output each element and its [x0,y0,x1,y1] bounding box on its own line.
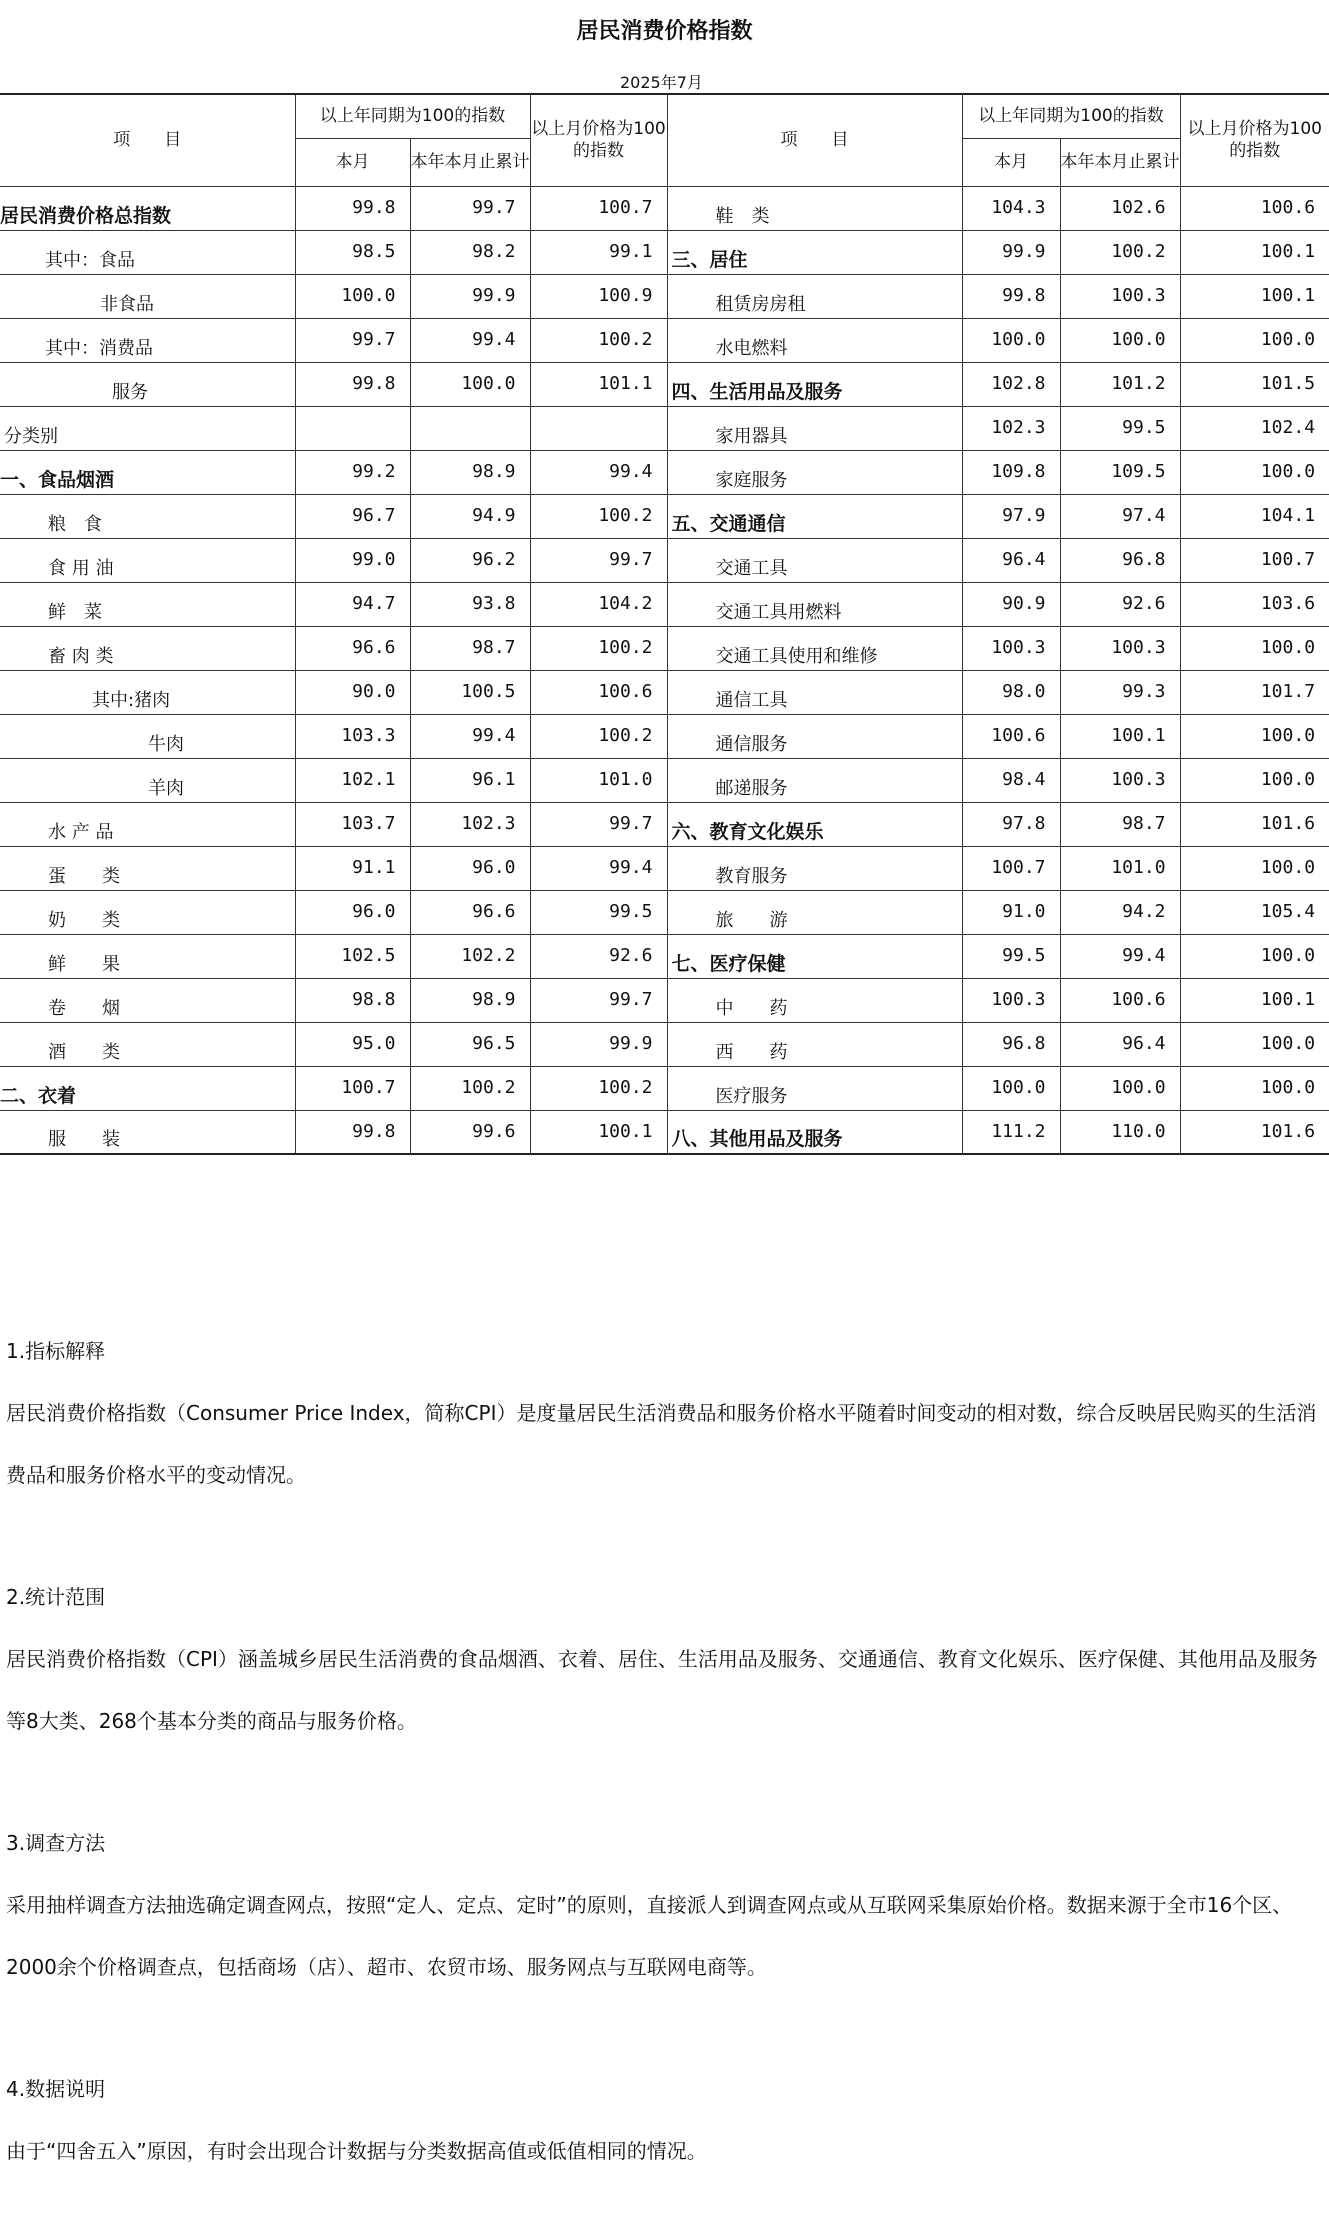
page-title: 居民消费价格指数 [576,18,753,44]
cumulative-value: 100.0 [1060,1066,1180,1110]
mom-value: 101.7 [1180,670,1329,714]
row-label: 食 用 油 [0,538,295,582]
header-cumulative-left: 本年本月止累计 [410,138,530,186]
mom-value: 100.6 [530,670,667,714]
current-value: 96.7 [295,494,410,538]
table-row [0,406,1329,450]
row-label: 教育服务 [667,846,962,890]
cumulative-value: 100.1 [1060,714,1180,758]
mom-value: 100.2 [530,318,667,362]
cumulative-value: 99.7 [410,186,530,230]
cumulative-value: 101.2 [1060,362,1180,406]
current-value: 100.0 [962,1066,1060,1110]
current-value: 104.3 [962,186,1060,230]
mom-value: 100.7 [1180,538,1329,582]
mom-value: 100.2 [530,1066,667,1110]
mom-value: 100.0 [1180,626,1329,670]
mom-value: 105.4 [1180,890,1329,934]
cumulative-value: 96.8 [1060,538,1180,582]
row-label: 旅 游 [667,890,962,934]
row-label: 家庭服务 [667,450,962,494]
current-value: 103.3 [295,714,410,758]
current-value: 90.0 [295,670,410,714]
table-row [0,670,1329,714]
cumulative-value: 102.2 [410,934,530,978]
row-label: 居民消费价格总指数 [0,186,295,230]
cumulative-value: 96.4 [1060,1022,1180,1066]
row-label: 交通工具用燃料 [667,582,962,626]
mom-value: 100.2 [530,714,667,758]
header-mom-right: 以上月价格为100的指数 [1180,94,1329,186]
mom-value: 100.0 [1180,1022,1329,1066]
table-row [0,714,1329,758]
cumulative-value: 100.0 [1060,318,1180,362]
mom-value: 104.1 [1180,494,1329,538]
report-date: 2025年7月 [620,73,703,92]
current-value: 96.0 [295,890,410,934]
current-value: 98.0 [962,670,1060,714]
mom-value: 99.4 [530,846,667,890]
mom-value: 100.1 [530,1110,667,1154]
cumulative-value: 100.2 [410,1066,530,1110]
cumulative-value: 98.7 [1060,802,1180,846]
current-value: 100.7 [962,846,1060,890]
current-value: 111.2 [962,1110,1060,1154]
cumulative-value: 92.6 [1060,582,1180,626]
note-body: 居民消费价格指数（CPI）涵盖城乡居民生活消费的食品烟酒、衣着、居住、生活用品及服务、交通通信、教育文化娱乐、医疗保健、其他用品及服务等8大类、268个基本分类的商品与服务价格。 [6,1647,1318,1733]
row-label: 奶 类 [0,890,295,934]
current-value: 109.8 [962,450,1060,494]
header-current-left: 本月 [295,138,410,186]
row-label: 通信服务 [667,714,962,758]
cumulative-value: 100.3 [1060,274,1180,318]
table-row [0,274,1329,318]
row-label: 交通工具使用和维修 [667,626,962,670]
row-label: 二、衣着 [0,1066,295,1110]
table-row [0,890,1329,934]
current-value: 95.0 [295,1022,410,1066]
current-value: 99.8 [295,1110,410,1154]
header-yoy-right: 以上年同期为100的指数 [962,94,1180,138]
cumulative-value: 102.3 [410,802,530,846]
current-value: 94.7 [295,582,410,626]
table-row [0,230,1329,274]
mom-value: 99.9 [530,1022,667,1066]
cumulative-value: 100.6 [1060,978,1180,1022]
cumulative-value: 110.0 [1060,1110,1180,1154]
table-row [0,318,1329,362]
current-value: 99.5 [962,934,1060,978]
current-value: 99.7 [295,318,410,362]
mom-value: 100.7 [530,186,667,230]
mom-value: 101.6 [1180,802,1329,846]
current-value: 98.4 [962,758,1060,802]
table-row [0,494,1329,538]
cpi-table [0,93,1329,1155]
cumulative-value: 100.3 [1060,758,1180,802]
mom-value: 103.6 [1180,582,1329,626]
cumulative-value: 100.5 [410,670,530,714]
mom-value: 100.0 [1180,450,1329,494]
mom-value: 99.7 [530,538,667,582]
current-value [295,406,410,450]
cumulative-value: 93.8 [410,582,530,626]
current-value: 97.8 [962,802,1060,846]
cumulative-value: 99.4 [1060,934,1180,978]
current-value: 96.8 [962,1022,1060,1066]
table-row [0,538,1329,582]
row-label: 一、食品烟酒 [0,450,295,494]
cumulative-value: 99.9 [410,274,530,318]
row-label: 四、生活用品及服务 [667,362,962,406]
mom-value: 101.5 [1180,362,1329,406]
cumulative-value: 97.4 [1060,494,1180,538]
row-label: 牛肉 [0,714,295,758]
row-label: 其中：食品 [0,230,295,274]
mom-value [530,406,667,450]
mom-value: 104.2 [530,582,667,626]
mom-value: 100.0 [1180,846,1329,890]
note-heading: 4.数据说明 [6,2077,106,2101]
row-label: 家用器具 [667,406,962,450]
note-body: 由于“四舍五入”原因，有时会出现合计数据与分类数据高值或低值相同的情况。 [6,2139,707,2163]
cumulative-value: 101.0 [1060,846,1180,890]
row-label: 八、其他用品及服务 [667,1110,962,1154]
header-mom-left: 以上月价格为100的指数 [530,94,667,186]
row-label: 羊肉 [0,758,295,802]
current-value: 100.3 [962,978,1060,1022]
cumulative-value: 109.5 [1060,450,1180,494]
row-label: 其中:猪肉 [0,670,295,714]
cumulative-value: 96.0 [410,846,530,890]
cumulative-value: 99.4 [410,318,530,362]
current-value: 91.1 [295,846,410,890]
current-value: 91.0 [962,890,1060,934]
table-row [0,450,1329,494]
mom-value: 99.1 [530,230,667,274]
note-body: 采用抽样调查方法抽选确定调查网点，按照“定人、定点、定时”的原则，直接派人到调查网点或从互联网采集原始价格。数据来源于全市16个区、2000余个价格调查点，包括商场（店）、超市、农贸市场、服务网点与互联网电商等。 [6,1893,1293,1979]
row-label: 水电燃料 [667,318,962,362]
note-body: 居民消费价格指数（Consumer Price Index，简称CPI）是度量居民生活消费品和服务价格水平随着时间变动的相对数，综合反映居民购买的生活消费品和服务价格水平的变动情况。 [6,1401,1317,1487]
note-heading: 3.调查方法 [6,1831,106,1855]
current-value: 99.8 [295,186,410,230]
row-label: 其中：消费品 [0,318,295,362]
row-label: 租赁房房租 [667,274,962,318]
header-cumulative-right: 本年本月止累计 [1060,138,1180,186]
mom-value: 100.6 [1180,186,1329,230]
row-label: 通信工具 [667,670,962,714]
mom-value: 100.0 [1180,934,1329,978]
row-label: 非食品 [0,274,295,318]
header-item-right: 项 目 [667,94,962,186]
cumulative-value: 99.4 [410,714,530,758]
mom-value: 101.6 [1180,1110,1329,1154]
row-label: 鲜 果 [0,934,295,978]
row-label: 畜 肉 类 [0,626,295,670]
row-label: 鲜 菜 [0,582,295,626]
cumulative-value: 98.2 [410,230,530,274]
mom-value: 99.5 [530,890,667,934]
notes-section [6,1320,1321,2182]
cumulative-value: 94.2 [1060,890,1180,934]
current-value: 98.8 [295,978,410,1022]
cumulative-value: 96.1 [410,758,530,802]
row-label: 分类别 [0,406,295,450]
current-value: 102.3 [962,406,1060,450]
row-label: 交通工具 [667,538,962,582]
cumulative-value: 98.7 [410,626,530,670]
current-value: 99.2 [295,450,410,494]
row-label: 水 产 品 [0,802,295,846]
row-label: 酒 类 [0,1022,295,1066]
table-row [0,186,1329,230]
mom-value: 100.1 [1180,230,1329,274]
header-item-left: 项 目 [0,94,295,186]
table-row [0,1110,1329,1154]
current-value: 100.6 [962,714,1060,758]
cumulative-value: 96.2 [410,538,530,582]
current-value: 102.8 [962,362,1060,406]
table-row [0,362,1329,406]
table-row [0,802,1329,846]
mom-value: 100.2 [530,626,667,670]
row-label: 三、居住 [667,230,962,274]
cumulative-value: 96.6 [410,890,530,934]
current-value: 103.7 [295,802,410,846]
note-heading: 1.指标解释 [6,1339,106,1363]
mom-value: 101.1 [530,362,667,406]
row-label: 服务 [0,362,295,406]
row-label: 五、交通通信 [667,494,962,538]
row-label: 粮 食 [0,494,295,538]
current-value: 100.3 [962,626,1060,670]
mom-value: 100.0 [1180,1066,1329,1110]
header-yoy-left: 以上年同期为100的指数 [295,94,530,138]
mom-value: 99.4 [530,450,667,494]
note-heading: 2.统计范围 [6,1585,106,1609]
table-row [0,758,1329,802]
current-value: 102.5 [295,934,410,978]
row-label: 邮递服务 [667,758,962,802]
mom-value: 100.0 [1180,714,1329,758]
cumulative-value: 98.9 [410,450,530,494]
cumulative-value: 96.5 [410,1022,530,1066]
row-label: 医疗服务 [667,1066,962,1110]
current-value: 97.9 [962,494,1060,538]
mom-value: 100.2 [530,494,667,538]
row-label: 鞋 类 [667,186,962,230]
cumulative-value: 102.6 [1060,186,1180,230]
cumulative-value: 100.0 [410,362,530,406]
cumulative-value: 100.3 [1060,626,1180,670]
current-value: 100.7 [295,1066,410,1110]
current-value: 98.5 [295,230,410,274]
row-label: 六、教育文化娱乐 [667,802,962,846]
mom-value: 100.0 [1180,318,1329,362]
cumulative-value: 99.6 [410,1110,530,1154]
mom-value: 100.1 [1180,978,1329,1022]
mom-value: 100.1 [1180,274,1329,318]
current-value: 99.8 [295,362,410,406]
table-row [0,582,1329,626]
current-value: 99.8 [962,274,1060,318]
cumulative-value [410,406,530,450]
mom-value: 102.4 [1180,406,1329,450]
mom-value: 101.0 [530,758,667,802]
cumulative-value: 94.9 [410,494,530,538]
current-value: 99.0 [295,538,410,582]
current-value: 96.4 [962,538,1060,582]
cumulative-value: 100.2 [1060,230,1180,274]
row-label: 蛋 类 [0,846,295,890]
table-row [0,978,1329,1022]
current-value: 99.9 [962,230,1060,274]
table-row [0,1022,1329,1066]
current-value: 100.0 [295,274,410,318]
mom-value: 99.7 [530,978,667,1022]
row-label: 中 药 [667,978,962,1022]
table-row [0,846,1329,890]
mom-value: 92.6 [530,934,667,978]
cumulative-value: 99.5 [1060,406,1180,450]
current-value: 90.9 [962,582,1060,626]
row-label: 西 药 [667,1022,962,1066]
mom-value: 99.7 [530,802,667,846]
mom-value: 100.9 [530,274,667,318]
table-row [0,934,1329,978]
current-value: 96.6 [295,626,410,670]
row-label: 卷 烟 [0,978,295,1022]
cumulative-value: 98.9 [410,978,530,1022]
table-row [0,626,1329,670]
row-label: 服 装 [0,1110,295,1154]
current-value: 102.1 [295,758,410,802]
mom-value: 100.0 [1180,758,1329,802]
header-current-right: 本月 [962,138,1060,186]
current-value: 100.0 [962,318,1060,362]
row-label: 七、医疗保健 [667,934,962,978]
table-row [0,1066,1329,1110]
cumulative-value: 99.3 [1060,670,1180,714]
